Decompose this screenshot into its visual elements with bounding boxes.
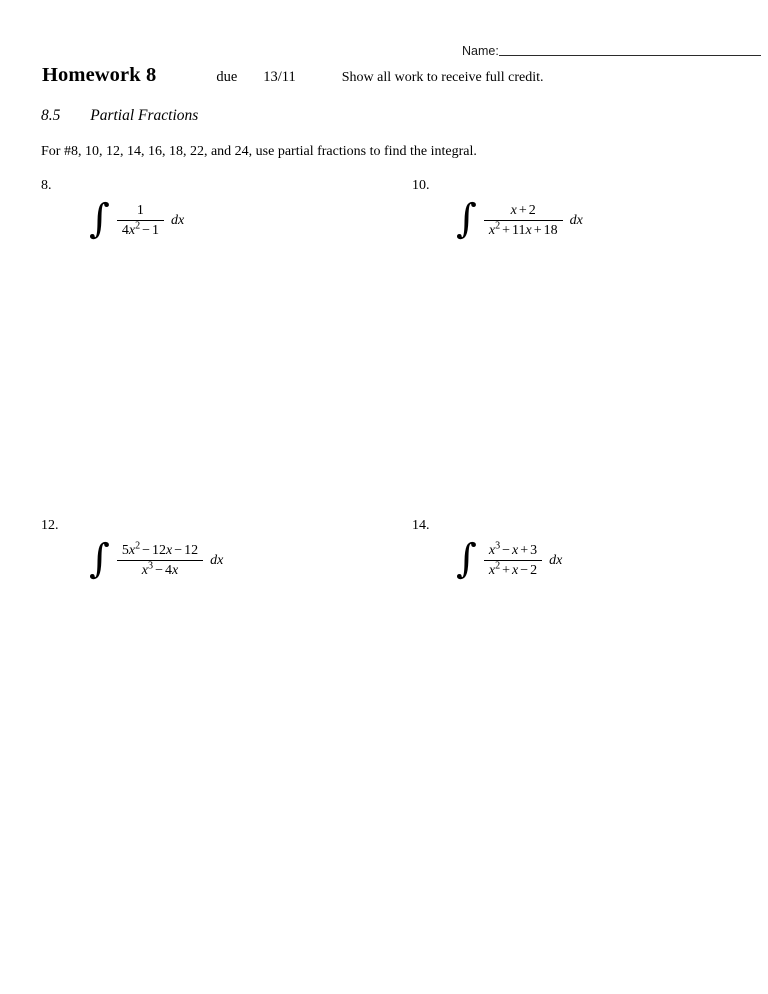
- fraction: [117, 202, 164, 239]
- problem-expression: [89, 536, 401, 583]
- fraction: [484, 202, 563, 239]
- problem-number: 14.: [412, 518, 430, 533]
- problem-number: 10.: [412, 178, 430, 193]
- fraction-numerator: $5x^2 - 12x - 12$: [121, 540, 199, 558]
- problem-expression: [456, 196, 768, 243]
- name-field-row: [462, 44, 761, 58]
- integral-icon: ∫: [456, 196, 477, 243]
- integral-icon: ∫: [89, 196, 110, 243]
- section-heading: [41, 107, 198, 125]
- fraction-denominator: $x^2 + 11x + 18$: [488, 220, 558, 238]
- fraction-bar: [117, 220, 164, 221]
- differential-dx: dx: [549, 552, 563, 568]
- work-area-problem-8[interactable]: [41, 250, 371, 500]
- problem-10: [412, 178, 768, 243]
- due-date: 13/11: [263, 69, 296, 85]
- problem-expression: [456, 536, 768, 583]
- differential-dx: dx: [569, 212, 583, 228]
- fraction-denominator: $4x^2 - 1$: [121, 220, 160, 238]
- fraction-denominator: $x^3 - 4x$: [141, 560, 179, 578]
- due-label: due: [216, 69, 238, 85]
- work-area-problem-12[interactable]: [41, 595, 371, 975]
- fraction-numerator: $x^3 - x + 3$: [488, 540, 538, 558]
- section-number: 8.5: [41, 107, 61, 124]
- name-label: Name:: [462, 44, 499, 58]
- instruction-text: For #8, 10, 12, 14, 16, 18, 22, and 24, use partial fractions to find the integral.: [41, 144, 477, 159]
- work-area-problem-14[interactable]: [412, 595, 742, 975]
- integral-icon: ∫: [89, 536, 110, 583]
- header-row: [42, 64, 748, 87]
- differential-dx: dx: [210, 552, 224, 568]
- work-area-problem-10[interactable]: [412, 250, 742, 500]
- page-title: Homework 8: [42, 64, 157, 86]
- name-write-in-line[interactable]: [499, 55, 761, 56]
- problem-14: [412, 518, 768, 583]
- fraction-bar: [117, 560, 203, 561]
- credit-note: Show all work to receive full credit.: [341, 70, 544, 85]
- problem-number: 8.: [41, 178, 52, 193]
- fraction: [484, 542, 542, 579]
- fraction-numerator: x + 2: [510, 203, 536, 218]
- problem-12: [41, 518, 401, 583]
- integral-icon: ∫: [456, 536, 477, 583]
- section-title: Partial Fractions: [90, 107, 199, 124]
- fraction: [117, 542, 203, 579]
- fraction-bar: [484, 560, 542, 561]
- problem-expression: [89, 196, 401, 243]
- problem-8: [41, 178, 401, 243]
- differential-dx: dx: [171, 212, 185, 228]
- fraction-numerator: 1: [136, 203, 144, 218]
- problem-number: 12.: [41, 518, 59, 533]
- fraction-denominator: $x^2 + x - 2$: [488, 560, 538, 578]
